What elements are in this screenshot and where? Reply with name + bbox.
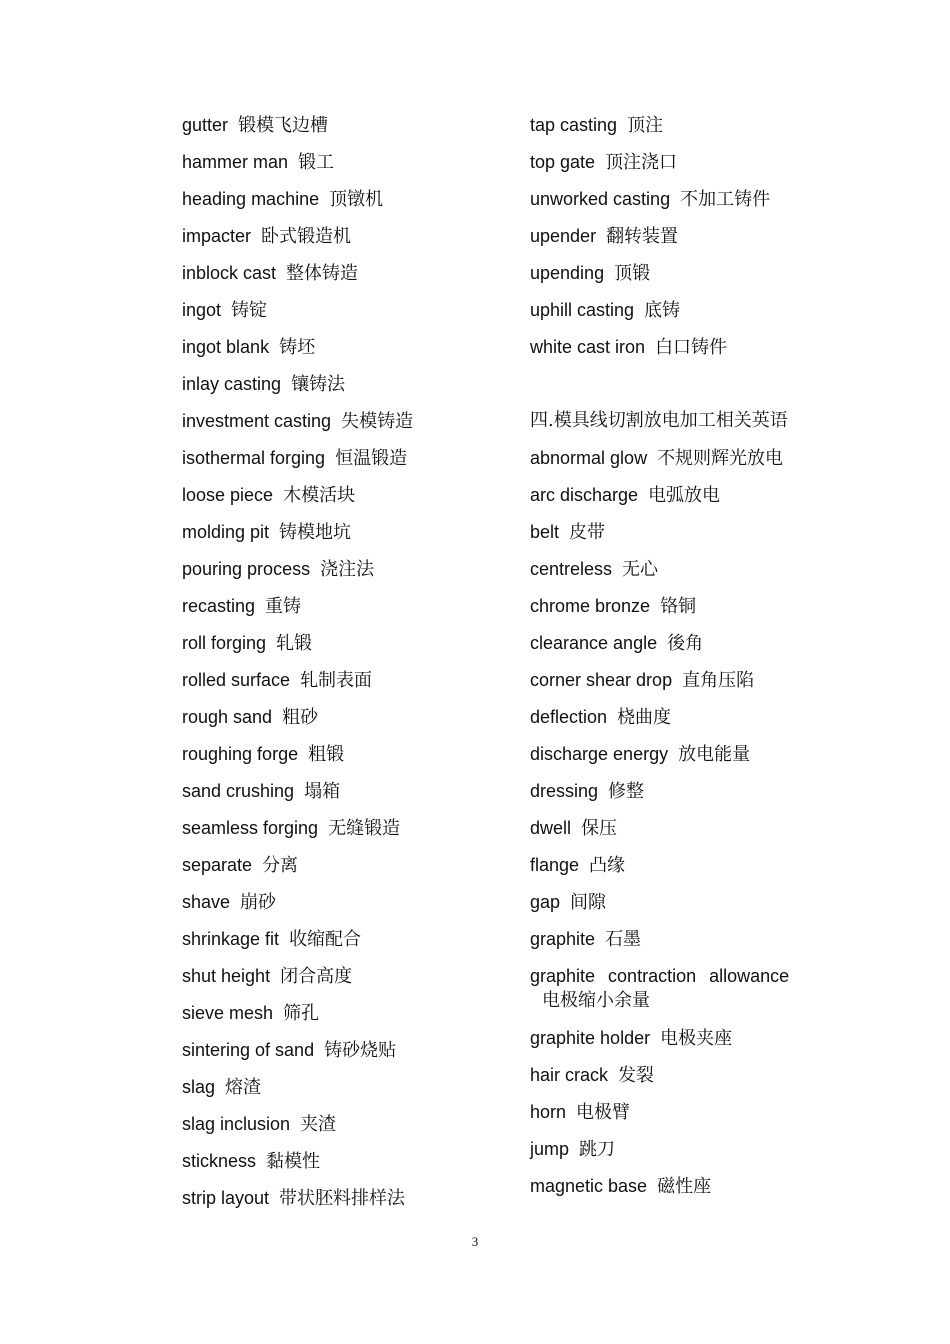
term-chinese: 後角 xyxy=(667,633,704,654)
glossary-entry xyxy=(530,1099,820,1136)
term-english: belt xyxy=(530,522,560,542)
term-chinese: 电弧放电 xyxy=(648,485,721,506)
term-english: sand crushing xyxy=(182,781,295,801)
term-english: impacter xyxy=(182,226,252,246)
term-chinese: 筛孔 xyxy=(283,1003,320,1024)
term-chinese: 翻转装置 xyxy=(606,226,679,247)
term-chinese: 铸锭 xyxy=(231,300,268,321)
term-english: jump xyxy=(530,1139,570,1159)
term-chinese: 桡曲度 xyxy=(617,707,672,728)
glossary-entry xyxy=(530,1025,820,1062)
term-english: sintering of sand xyxy=(182,1040,315,1060)
term-chinese: 带状胚料排样法 xyxy=(279,1188,406,1209)
term-chinese: 分离 xyxy=(262,855,299,876)
term-chinese: 电极夹座 xyxy=(660,1028,733,1049)
section-heading: 四.模具线切割放电加工相关英语 xyxy=(530,410,788,431)
term-chinese: 锻工 xyxy=(298,152,335,173)
term-english: corner shear drop xyxy=(530,670,673,690)
term-english: pouring process xyxy=(182,559,311,579)
term-english: gutter xyxy=(182,115,229,135)
term-english: tap casting xyxy=(530,115,618,135)
glossary-entry xyxy=(530,593,820,630)
term-chinese: 顶注 xyxy=(627,115,664,136)
term-chinese: 整体铸造 xyxy=(286,263,359,284)
term-english: strip layout xyxy=(182,1188,270,1208)
term-english: clearance angle xyxy=(530,633,658,653)
glossary-entry xyxy=(182,1074,502,1111)
term-chinese: 放电能量 xyxy=(678,744,751,765)
glossary-entry xyxy=(530,778,820,815)
glossary-entry xyxy=(530,112,820,149)
term-chinese: 铸坯 xyxy=(279,337,316,358)
term-chinese: 凸缘 xyxy=(589,855,626,876)
term-chinese: 铬铜 xyxy=(660,596,697,617)
glossary-entry xyxy=(182,704,502,741)
page-number: 3 xyxy=(471,1234,479,1249)
term-chinese: 不加工铸件 xyxy=(680,189,771,210)
term-english: dwell xyxy=(530,818,572,838)
term-english: rough sand xyxy=(182,707,273,727)
glossary-entry xyxy=(182,112,502,149)
glossary-entry xyxy=(182,260,502,297)
term-chinese: 顶镦机 xyxy=(329,189,384,210)
term-english: gap xyxy=(530,892,561,912)
glossary-entry xyxy=(182,926,502,963)
term-chinese: 磁性座 xyxy=(657,1176,712,1197)
term-chinese: 铸砂烧贴 xyxy=(324,1040,397,1061)
term-chinese: 夹渣 xyxy=(300,1114,337,1135)
term-english: slag inclusion xyxy=(182,1114,291,1134)
term-chinese: 轧制表面 xyxy=(300,670,373,691)
glossary-entry xyxy=(530,889,820,926)
term-english: roughing forge xyxy=(182,744,299,764)
glossary-entry xyxy=(530,260,820,297)
term-chinese: 修整 xyxy=(608,781,645,802)
glossary-entry xyxy=(182,334,502,371)
term-chinese: 镶铸法 xyxy=(291,374,346,395)
glossary-entry xyxy=(530,519,820,556)
term-chinese: 熔渣 xyxy=(225,1077,262,1098)
term-english: ingot xyxy=(182,300,222,320)
glossary-entry xyxy=(530,1173,820,1210)
term-chinese: 不规则辉光放电 xyxy=(657,448,784,469)
term-chinese: 黏模性 xyxy=(266,1151,321,1172)
term-chinese: 顶注浇口 xyxy=(605,152,678,173)
glossary-entry xyxy=(182,889,502,926)
term-english: chrome bronze xyxy=(530,596,651,616)
term-chinese: 白口铸件 xyxy=(655,337,728,358)
glossary-entry xyxy=(182,519,502,556)
glossary-entry xyxy=(182,778,502,815)
glossary-entry xyxy=(530,1136,820,1173)
term-english: inlay casting xyxy=(182,374,282,394)
glossary-entry xyxy=(182,593,502,630)
term-chinese: 皮带 xyxy=(569,522,606,543)
term-english: molding pit xyxy=(182,522,270,542)
term-chinese: 保压 xyxy=(581,818,618,839)
term-english: upender xyxy=(530,226,597,246)
term-chinese: 锻模飞边槽 xyxy=(238,115,329,136)
glossary-entry xyxy=(530,445,820,482)
left-column xyxy=(182,112,502,1222)
term-english: uphill casting xyxy=(530,300,635,320)
glossary-entry xyxy=(530,223,820,260)
term-chinese: 发裂 xyxy=(618,1065,655,1086)
term-english: shut height xyxy=(182,966,271,986)
term-english: heading machine xyxy=(182,189,320,209)
glossary-entry xyxy=(182,408,502,445)
term-english: rolled surface xyxy=(182,670,291,690)
glossary-entry xyxy=(530,815,820,852)
term-chinese: 电极缩小余量 xyxy=(542,990,650,1011)
glossary-entry xyxy=(530,297,820,334)
glossary-entry xyxy=(182,815,502,852)
term-english: upending xyxy=(530,263,605,283)
term-english: white cast iron xyxy=(530,337,646,357)
right-column xyxy=(530,112,820,1210)
glossary-entry xyxy=(182,630,502,667)
term-english: slag xyxy=(182,1077,216,1097)
term-chinese: 无心 xyxy=(622,559,659,580)
glossary-entry xyxy=(182,1148,502,1185)
term-english: graphite xyxy=(530,929,596,949)
term-english: flange xyxy=(530,855,580,875)
glossary-entry-wrapped xyxy=(530,963,820,1025)
term-chinese: 粗砂 xyxy=(282,707,319,728)
glossary-entry xyxy=(182,852,502,889)
term-english: investment casting xyxy=(182,411,332,431)
term-english: stickness xyxy=(182,1151,257,1171)
glossary-entry xyxy=(182,1111,502,1148)
term-english: isothermal forging xyxy=(182,448,326,468)
term-english: loose piece xyxy=(182,485,274,505)
term-chinese: 铸模地坑 xyxy=(279,522,352,543)
term-english: seamless forging xyxy=(182,818,319,838)
term-chinese: 粗锻 xyxy=(308,744,345,765)
term-english: graphite holder xyxy=(530,1028,651,1048)
glossary-entry xyxy=(182,186,502,223)
glossary-entry xyxy=(182,445,502,482)
term-english: top gate xyxy=(530,152,596,172)
glossary-entry xyxy=(182,297,502,334)
glossary-entry xyxy=(530,334,820,371)
term-english: arc discharge xyxy=(530,485,639,505)
term-english: abnormal glow xyxy=(530,448,648,468)
term-chinese: 闭合高度 xyxy=(280,966,353,987)
term-english: shrinkage fit xyxy=(182,929,280,949)
glossary-entry xyxy=(530,741,820,778)
glossary-entry xyxy=(530,482,820,519)
term-chinese: 木模活块 xyxy=(283,485,356,506)
term-chinese: 塌箱 xyxy=(304,781,341,802)
term-english: hair crack xyxy=(530,1065,609,1085)
glossary-entry xyxy=(530,667,820,704)
term-english: centreless xyxy=(530,559,613,579)
glossary-entry xyxy=(530,852,820,889)
glossary-entry xyxy=(182,1185,502,1222)
glossary-entry xyxy=(530,186,820,223)
term-english: ingot blank xyxy=(182,337,270,357)
term-chinese: 失模铸造 xyxy=(341,411,414,432)
term-english: shave xyxy=(182,892,231,912)
term-chinese: 顶锻 xyxy=(614,263,651,284)
glossary-entry xyxy=(530,704,820,741)
term-english: separate xyxy=(182,855,253,875)
term-chinese: 跳刀 xyxy=(579,1139,616,1160)
term-chinese: 无缝锻造 xyxy=(328,818,401,839)
glossary-entry xyxy=(530,926,820,963)
glossary-entry xyxy=(182,482,502,519)
term-english: deflection xyxy=(530,707,608,727)
glossary-entry xyxy=(530,149,820,186)
term-chinese: 直角压陷 xyxy=(682,670,755,691)
term-chinese: 底铸 xyxy=(644,300,681,321)
term-english: roll forging xyxy=(182,633,267,653)
term-english: magnetic base xyxy=(530,1176,648,1196)
term-chinese: 浇注法 xyxy=(320,559,375,580)
glossary-entry xyxy=(182,556,502,593)
glossary-entry xyxy=(182,149,502,186)
term-chinese: 收缩配合 xyxy=(289,929,362,950)
term-chinese: 重铸 xyxy=(265,596,302,617)
glossary-entry xyxy=(182,223,502,260)
glossary-entry xyxy=(530,630,820,667)
term-english: sieve mesh xyxy=(182,1003,274,1023)
glossary-entry xyxy=(530,1062,820,1099)
term-chinese: 卧式锻造机 xyxy=(261,226,352,247)
term-english: dressing xyxy=(530,781,599,801)
term-english: graphite contraction allowance xyxy=(530,966,790,986)
glossary-entry xyxy=(182,741,502,778)
term-english: horn xyxy=(530,1102,567,1122)
term-english: recasting xyxy=(182,596,256,616)
glossary-entry xyxy=(182,667,502,704)
term-english: hammer man xyxy=(182,152,289,172)
term-english: discharge energy xyxy=(530,744,669,764)
term-english: inblock cast xyxy=(182,263,277,283)
glossary-entry xyxy=(182,1000,502,1037)
term-chinese: 间隙 xyxy=(570,892,607,913)
term-chinese: 恒温锻造 xyxy=(335,448,408,469)
term-chinese: 电极臂 xyxy=(576,1102,631,1123)
section-spacer xyxy=(530,371,820,408)
term-chinese: 石墨 xyxy=(605,929,642,950)
glossary-entry xyxy=(530,556,820,593)
glossary-entry xyxy=(182,371,502,408)
term-chinese: 崩砂 xyxy=(240,892,277,913)
glossary-entry xyxy=(182,1037,502,1074)
glossary-entry xyxy=(182,963,502,1000)
term-english: unworked casting xyxy=(530,189,671,209)
term-chinese: 轧锻 xyxy=(276,633,313,654)
